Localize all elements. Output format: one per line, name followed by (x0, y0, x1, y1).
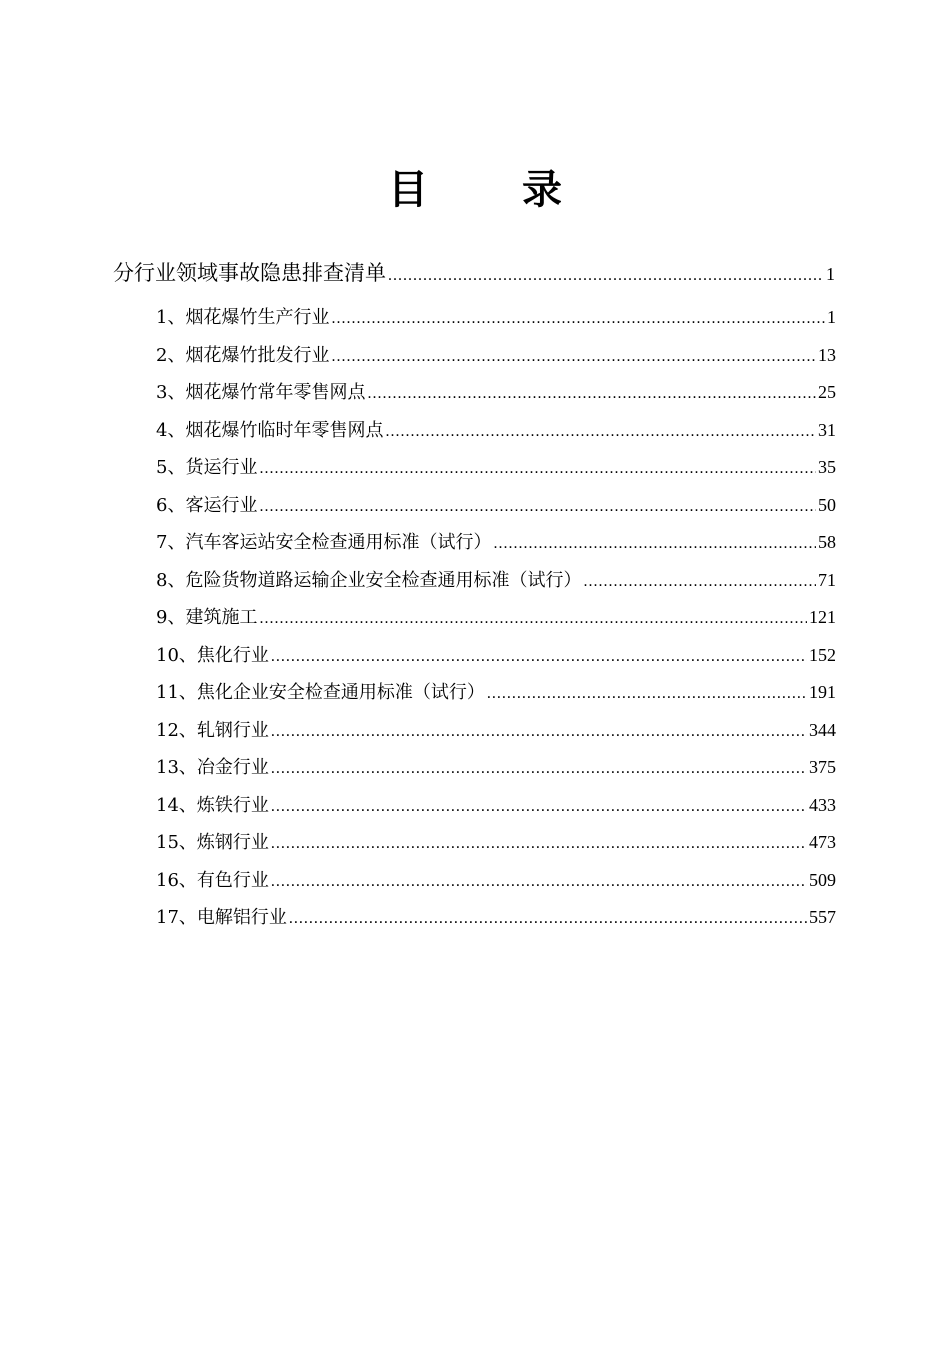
toc-entry-label: 3、烟花爆竹常年零售网点 (156, 382, 366, 403)
toc-entry[interactable] (156, 490, 836, 520)
toc-entry-page: 71 (818, 569, 836, 590)
dot-leader (259, 604, 807, 634)
dot-leader (487, 679, 807, 709)
toc-entry[interactable] (156, 865, 836, 895)
toc-entry-page: 50 (818, 494, 836, 515)
toc-entry[interactable] (156, 752, 836, 782)
toc-entry[interactable] (156, 527, 836, 557)
toc-entry[interactable] (156, 827, 836, 857)
toc-entry[interactable] (156, 340, 836, 370)
dot-leader (331, 342, 816, 372)
dot-leader (271, 792, 807, 822)
dot-leader (271, 829, 807, 859)
dot-leader (271, 642, 807, 672)
toc-entry[interactable] (156, 602, 836, 632)
toc-section-page: 1 (826, 264, 835, 284)
dot-leader (289, 904, 807, 934)
toc-entry[interactable] (156, 790, 836, 820)
toc-entry[interactable] (156, 640, 836, 670)
toc-entry-page: 152 (809, 644, 836, 665)
toc-entry[interactable] (156, 302, 836, 332)
toc-section-link[interactable] (113, 258, 835, 288)
toc-entry-page: 13 (818, 344, 836, 365)
toc-entry-label: 1、烟花爆竹生产行业 (156, 307, 330, 328)
toc-entry[interactable] (156, 415, 836, 445)
toc-entry-label: 7、汽车客运站安全检查通用标准（试行） (156, 532, 492, 553)
toc-entry[interactable] (156, 377, 836, 407)
dot-leader (388, 261, 824, 291)
toc-entry[interactable] (156, 565, 836, 595)
toc-entry-page: 58 (818, 532, 836, 552)
dot-leader (259, 492, 816, 522)
toc-entry-page: 35 (818, 457, 836, 477)
toc-entry-label: 4、烟花爆竹临时年零售网点 (156, 419, 384, 441)
dot-leader (367, 379, 816, 409)
toc-entry-page: 1 (827, 307, 836, 327)
toc-entry-page: 473 (809, 832, 836, 852)
dot-leader (271, 867, 807, 897)
toc-entry-page: 344 (809, 719, 836, 740)
toc-entry-label: 8、危险货物道路运输企业安全检查通用标准（试行） (156, 569, 582, 591)
toc-entry-label: 16、有色行业 (156, 869, 269, 891)
dot-leader (385, 417, 816, 447)
toc-entry-label: 2、烟花爆竹批发行业 (156, 344, 330, 366)
toc-entry-label: 12、轧钢行业 (156, 719, 269, 741)
dot-leader (583, 567, 816, 597)
dot-leader (259, 454, 816, 484)
toc-entry-page: 433 (809, 794, 836, 815)
toc-entry[interactable] (156, 677, 836, 707)
page-title: 目 录 (388, 166, 602, 213)
toc-entry-label: 9、建筑施工 (156, 607, 258, 628)
toc-entry-page: 31 (818, 419, 836, 440)
toc-entry-page: 509 (809, 869, 836, 890)
toc-section-label: 分行业领域事故隐患排查清单 (113, 261, 386, 285)
toc-entry-label: 10、焦化行业 (156, 644, 269, 666)
dot-leader (271, 717, 807, 747)
toc-entry-label: 13、冶金行业 (156, 757, 269, 778)
toc-entry-label: 14、炼铁行业 (156, 794, 269, 816)
toc-entry-page: 557 (809, 907, 836, 927)
dot-leader (493, 529, 816, 559)
toc-entry-page: 121 (809, 607, 836, 627)
toc-entry-label: 11、焦化企业安全检查通用标准（试行） (156, 682, 485, 703)
toc-entry-page: 375 (809, 757, 836, 777)
toc-entry-label: 5、货运行业 (156, 457, 258, 478)
toc-entry[interactable] (156, 452, 836, 482)
toc-entry-label: 6、客运行业 (156, 494, 258, 516)
toc-entry[interactable] (156, 902, 836, 932)
toc-entry-page: 191 (809, 682, 836, 702)
dot-leader (331, 304, 825, 334)
toc-entry-label: 15、炼钢行业 (156, 832, 269, 853)
toc-entry[interactable] (156, 715, 836, 745)
dot-leader (271, 754, 807, 784)
toc-entry-page: 25 (818, 382, 836, 402)
toc-entry-label: 17、电解铝行业 (156, 907, 287, 928)
